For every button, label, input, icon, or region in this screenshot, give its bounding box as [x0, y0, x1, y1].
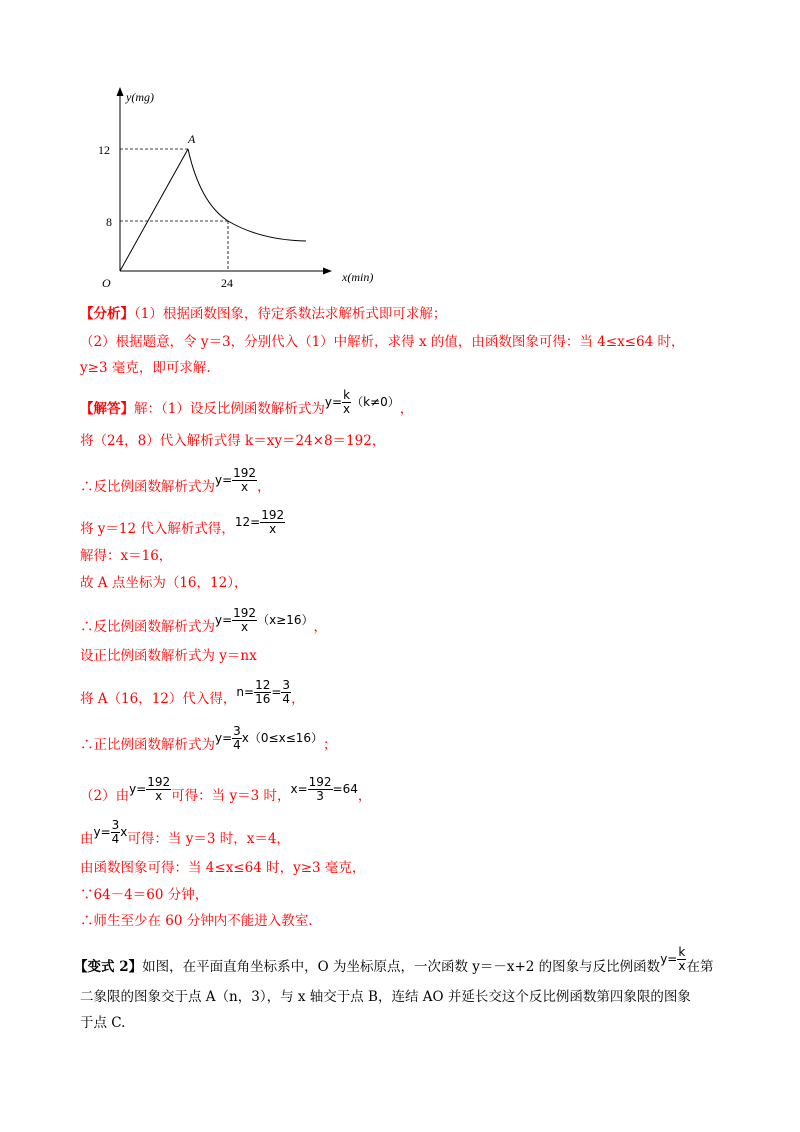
- analysis-line-3: y≥3 毫克，即可求解.: [80, 360, 211, 376]
- formula-cond: （k≠0）: [351, 395, 400, 409]
- fraction-k-over-x: $\frac{k}{x}$: [343, 388, 351, 416]
- solution-tag: 【解答】: [80, 401, 134, 417]
- solution-line-1: 【解答】解：（1）设反比例函数解析式为y= $\frac{k}{x}$ （k≠0），: [80, 388, 414, 417]
- fraction-12-over-16: $\frac{12}{16}$: [255, 678, 271, 706]
- solution-line-6: 故 A 点坐标为（16，12），: [80, 575, 248, 591]
- solution-line-11: （2）由y= $\frac{192}{x}$ 可得：当 y＝3 时，x= $\frac{192}{3}$ =64，: [80, 775, 372, 804]
- variant-line-1: 【变式 2】如图，在平面直角坐标系中，O 为坐标原点，一次函数 y＝－x+2 的图象与反比例函数y= $\frac{k}{x}$ 在第: [74, 945, 714, 975]
- x-axis-label: x(min): [342, 270, 374, 284]
- solution-line-3: ∴反比例函数解析式为y= $\frac{192}{x}$ ，: [80, 466, 271, 495]
- function-graph: [80, 85, 400, 300]
- inverse-curve: [188, 149, 306, 241]
- formula-y: y=: [324, 395, 342, 409]
- analysis-line-2: （2）根据题意，令 y＝3，分别代入（1）中解析，求得 x 的值，由函数图象可得：当 4≤x≤64 时，: [80, 334, 685, 350]
- fraction-192-over-x-3: $\frac{192}{x}$: [233, 606, 257, 634]
- fraction-192-over-3: $\frac{192}{3}$: [308, 775, 332, 803]
- x-axis-arrow: [323, 268, 332, 275]
- y-axis-arrow: [117, 87, 124, 96]
- fraction-192-over-x: $\frac{192}{x}$: [233, 466, 257, 494]
- analysis-tag: 【分析】: [80, 306, 134, 322]
- solution-line-13: 由函数图象可得：当 4≤x≤64 时，y≥3 毫克，: [80, 860, 366, 876]
- solution-line-2: 将（24，8）代入解析式得 k＝xy＝24×8＝192，: [80, 433, 386, 449]
- solution-line-7: ∴反比例函数解析式为y= $\frac{192}{x}$ （x≥16），: [80, 606, 327, 635]
- fraction-3-over-4: $\frac{3}{4}$: [282, 678, 291, 706]
- fraction-k-over-x-variant: $\frac{k}{x}$: [678, 945, 686, 973]
- fraction-3-over-4-c: $\frac{3}{4}$: [111, 818, 120, 846]
- y-tick-8: 8: [106, 215, 112, 229]
- solution-line-14: ∵64－4＝60 分钟，: [80, 887, 209, 903]
- point-a-label: A: [188, 132, 196, 146]
- solution-line-9: 将 A（16，12）代入得，n= $\frac{12}{16}$ = $\frac{3}{4}$ ，: [80, 678, 305, 707]
- solution-line-5: 解得：x＝16，: [80, 548, 173, 564]
- solution-text-1: 解：（1）设反比例函数解析式为: [134, 401, 325, 417]
- fraction-192-over-x-4: $\frac{192}{x}$: [147, 775, 171, 803]
- analysis-text-1: （1）根据函数图象，待定系数法求解析式即可求解；: [134, 306, 447, 322]
- y-axis-label: y(mg): [126, 90, 154, 104]
- y-tick-12: 12: [98, 143, 110, 157]
- fraction-192-over-x-2: $\frac{192}{x}$: [261, 508, 285, 536]
- variant-line-2: 二象限的图象交于点 A（n，3），与 x 轴交于点 B，连结 AO 并延长交这个反比例函数第四象限的图象: [80, 989, 691, 1005]
- linear-segment: [120, 149, 188, 271]
- origin-label: O: [102, 276, 111, 290]
- solution-line-12: 由y= $\frac{3}{4}$ x可得：当 y＝3 时，x＝4，: [80, 818, 290, 847]
- analysis-line-1: [80, 305, 446, 323]
- fraction-3-over-4-b: $\frac{3}{4}$: [233, 724, 241, 752]
- solution-line-4: 将 y＝12 代入解析式得，12= $\frac{192}{x}$: [80, 508, 285, 537]
- x-tick-24: 24: [221, 276, 233, 290]
- solution-line-8: 设正比例函数解析式为 y＝nx: [80, 648, 257, 664]
- variant-line-3: 于点 C.: [80, 1015, 126, 1031]
- variant-tag: 【变式 2】: [74, 959, 143, 975]
- solution-line-15: ∴师生至少在 60 分钟内不能进入教室.: [80, 913, 313, 929]
- solution-line-10: ∴正比例函数解析式为y= $\frac{3}{4}$ x（0≤x≤16）；: [80, 724, 337, 753]
